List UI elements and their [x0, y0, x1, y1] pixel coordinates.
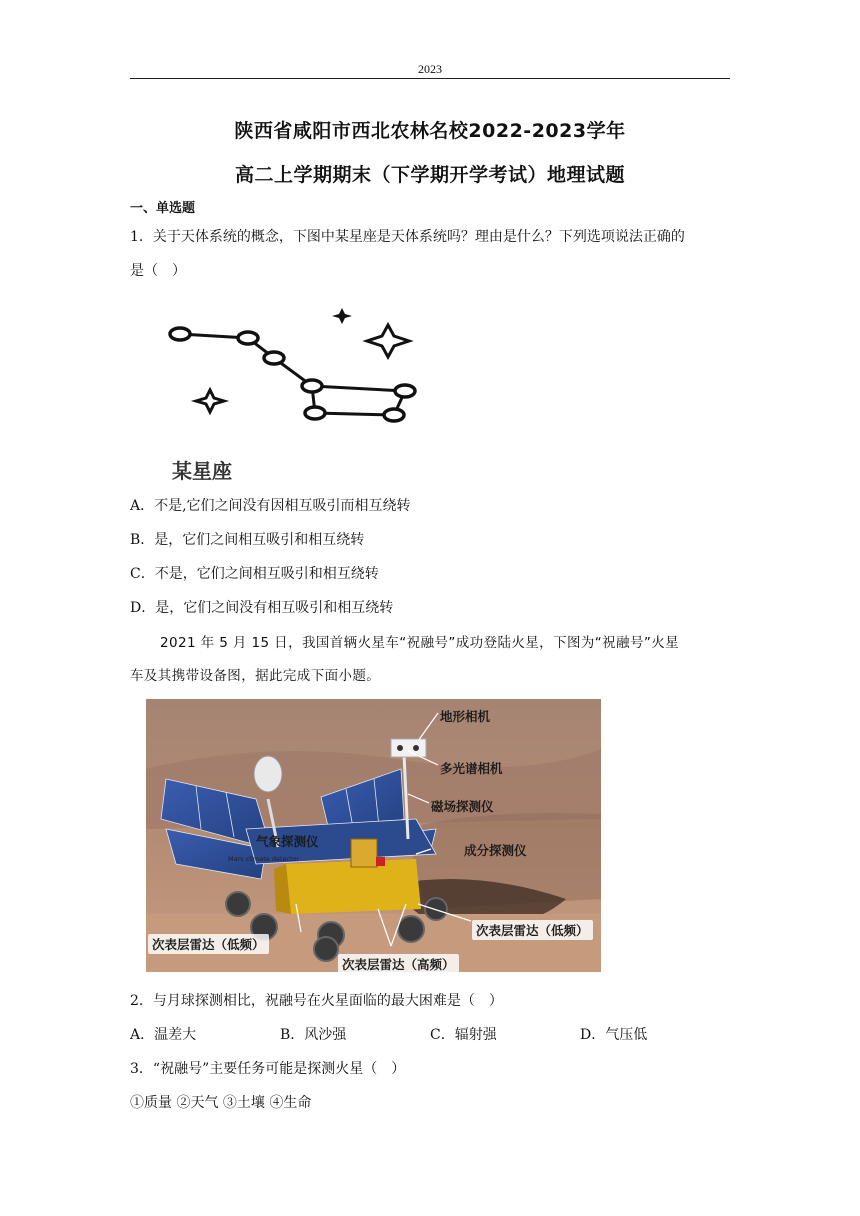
- header-year: 2023: [418, 62, 442, 76]
- label-subsurface-radar-high: 次表层雷达（高频）: [338, 954, 459, 972]
- star-node: [384, 409, 404, 421]
- label-multispectral-camera: 多光谱相机: [440, 761, 503, 776]
- label-weather-detector: 气象探测仪: [256, 834, 319, 849]
- sparkle-star-icon: [367, 325, 409, 357]
- question-2-option-b: B．风沙强: [280, 1027, 347, 1043]
- constellation-label: 某星座: [172, 459, 232, 483]
- title-line-2: 高二上学期期末（下学期开学考试）地理试题: [234, 164, 625, 186]
- passage-line-2: 车及其携带设备图，据此完成下面小题。: [130, 668, 381, 684]
- label-subsurface-radar-low-right: 次表层雷达（低频）: [472, 920, 593, 940]
- label-weather-detector-en: Mars climate detector: [228, 855, 300, 863]
- question-1-option-d: D．是，它们之间没有相互吸引和相互绕转: [130, 600, 394, 616]
- header-divider: [130, 78, 730, 79]
- star-node: [238, 332, 258, 344]
- sparkle-star-icon: [196, 390, 224, 412]
- label-terrain-camera: 地形相机: [440, 709, 491, 724]
- question-3-stem: 3．“祝融号”主要任务可能是探测火星（ ）: [130, 1061, 406, 1077]
- question-1-option-a: A．不是,它们之间没有因相互吸引而相互绕转: [130, 498, 411, 514]
- star-node: [170, 328, 190, 340]
- rover-figure: [146, 699, 601, 972]
- star-node: [395, 385, 415, 397]
- section-heading: 一、单选题: [130, 201, 196, 216]
- question-1-option-b: B．是，它们之间相互吸引和相互绕转: [130, 532, 365, 548]
- label-subsurface-radar-low-left: 次表层雷达（低频）: [148, 934, 269, 954]
- question-2-option-c: C．辐射强: [430, 1027, 497, 1043]
- star-node: [302, 380, 322, 392]
- question-2-stem: 2．与月球探测相比，祝融号在火星面临的最大困难是（ ）: [130, 993, 503, 1009]
- sparkle-star-icon: [332, 308, 352, 324]
- question-2-option-d: D．气压低: [580, 1027, 648, 1043]
- question-1-option-c: C．不是，它们之间相互吸引和相互绕转: [130, 566, 379, 582]
- question-1-stem-line-2: 是（ ）: [130, 263, 186, 279]
- star-node: [305, 407, 325, 419]
- label-magnetic-detector: 磁场探测仪: [431, 799, 494, 814]
- passage-line-1: 2021 年 5 月 15 日，我国首辆火星车“祝融号”成功登陆火星，下图为“祝融号”火星: [160, 635, 680, 651]
- label-composition-detector: 成分探测仪: [464, 843, 527, 858]
- question-1-stem-line-1: 1．关于天体系统的概念，下图中某星座是天体系统吗？理由是什么？下列选项说法正确的: [130, 229, 685, 245]
- question-2-option-a: A．温差大: [130, 1027, 197, 1043]
- question-3-items: ①质量 ②天气 ③土壤 ④生命: [130, 1095, 312, 1111]
- star-node: [264, 352, 284, 364]
- title-line-1: 陕西省咸阳市西北农林名校2022-2023学年: [234, 120, 626, 142]
